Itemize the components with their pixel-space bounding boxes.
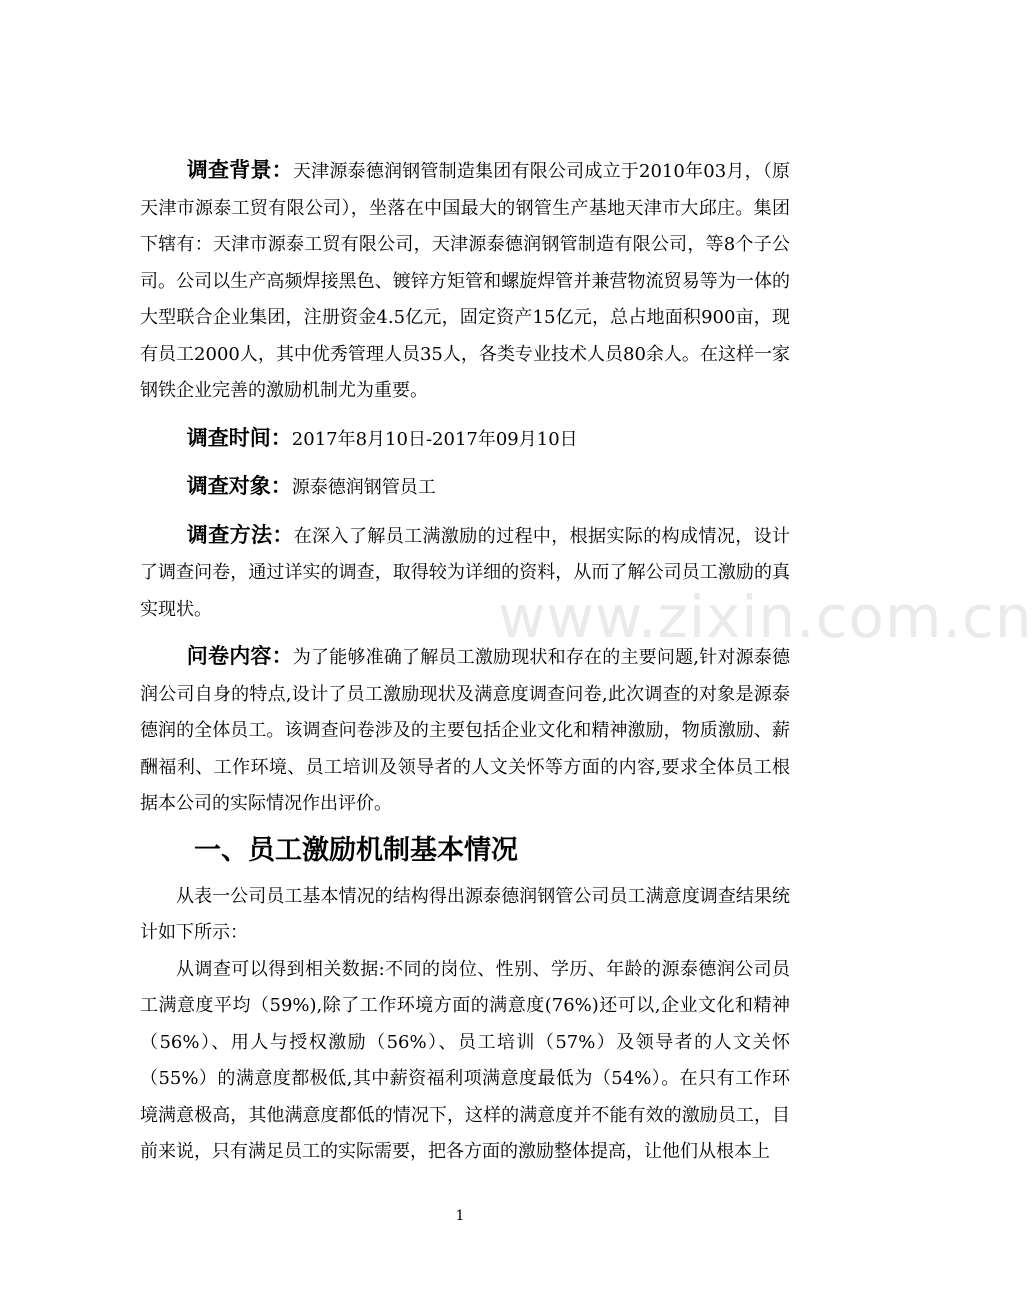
questionnaire-label: 问卷内容： [186,644,293,668]
survey-time-text: 2017年8月10日-2017年09月10日 [291,428,578,450]
page-number: 1 [455,1208,465,1224]
document-body [140,152,790,1171]
section-paragraph-2: 从调查可以得到相关数据:不同的岗位、性别、学历、年龄的源泰德润公司员工满意度平均（59%),除了工作环境方面的满意度(76%)还可以,企业文化和精神（56%）、用人与授权激励（56%）、员工培训（57%）及领导者的人文关怀（55%）的满意度都极低,其中薪资福利项满意度最低为（54%）。在只有工作环境满意极高，其他满意度都低的情况下，这样的满意度并不能有效的激励员工，目前来说，只有满足员工的实际需要，把各方面的激励整体提高，让他们从根本上 [140,958,790,1162]
questionnaire-text: 为了能够准确了解员工激励现状和存在的主要问题,针对源泰德润公司自身的特点,设计了员工激励现状及满意度调查问卷,此次调查的对象是源泰德润的全体员工。该调查问卷涉及的主要包括企业文化和精神激励，物质激励、薪酬福利、工作环境、员工培训及领导者的人文关怀等方面的内容,要求全体员工根据本公司的实际情况作出评价。 [140,647,790,814]
background-label: 调查背景： [186,158,293,182]
background-text: 天津源泰德润钢管制造集团有限公司成立于2010年03月，（原天津市源泰工贸有限公司），坐落在中国最大的钢管生产基地天津市大邱庄。集团下辖有：天津市源泰工贸有限公司，天津源泰德润钢管制造有限公司，等8个子公司。公司以生产高频焊接黑色、镀锌方矩管和螺旋焊管并兼营物流贸易等为一体的大型联合企业集团，注册资金4.5亿元，固定资产15亿元，总占地面积900亩，现有员工2000人，其中优秀管理人员35人，各类专业技术人员80余人。在这样一家钢铁企业完善的激励机制尤为重要。 [140,161,791,401]
watermark-text: www.zixin.com.cn [498,583,1033,651]
survey-subject-text: 源泰德润钢管员工 [291,477,436,498]
survey-subject-label: 调查对象： [186,474,292,498]
section-heading: 一、员工激励机制基本情况 [194,834,518,866]
survey-method-text: 在深入了解员工满激励的过程中，根据实际的构成情况，设计了调查问卷，通过详实的调查，取得较为详细的资料，从而了解公司员工激励的真实现状。 [140,525,790,620]
survey-time-label: 调查时间： [186,425,292,450]
survey-time-paragraph [140,420,790,459]
survey-subject-paragraph [140,468,790,507]
survey-method-paragraph [140,517,790,629]
background-paragraph [140,152,790,410]
section-paragraph-1: 从表一公司员工基本情况的结构得出源泰德润钢管公司员工满意度调查结果统计如下所示： [140,885,790,943]
questionnaire-paragraph [140,638,790,823]
survey-method-label: 调查方法： [186,522,294,547]
